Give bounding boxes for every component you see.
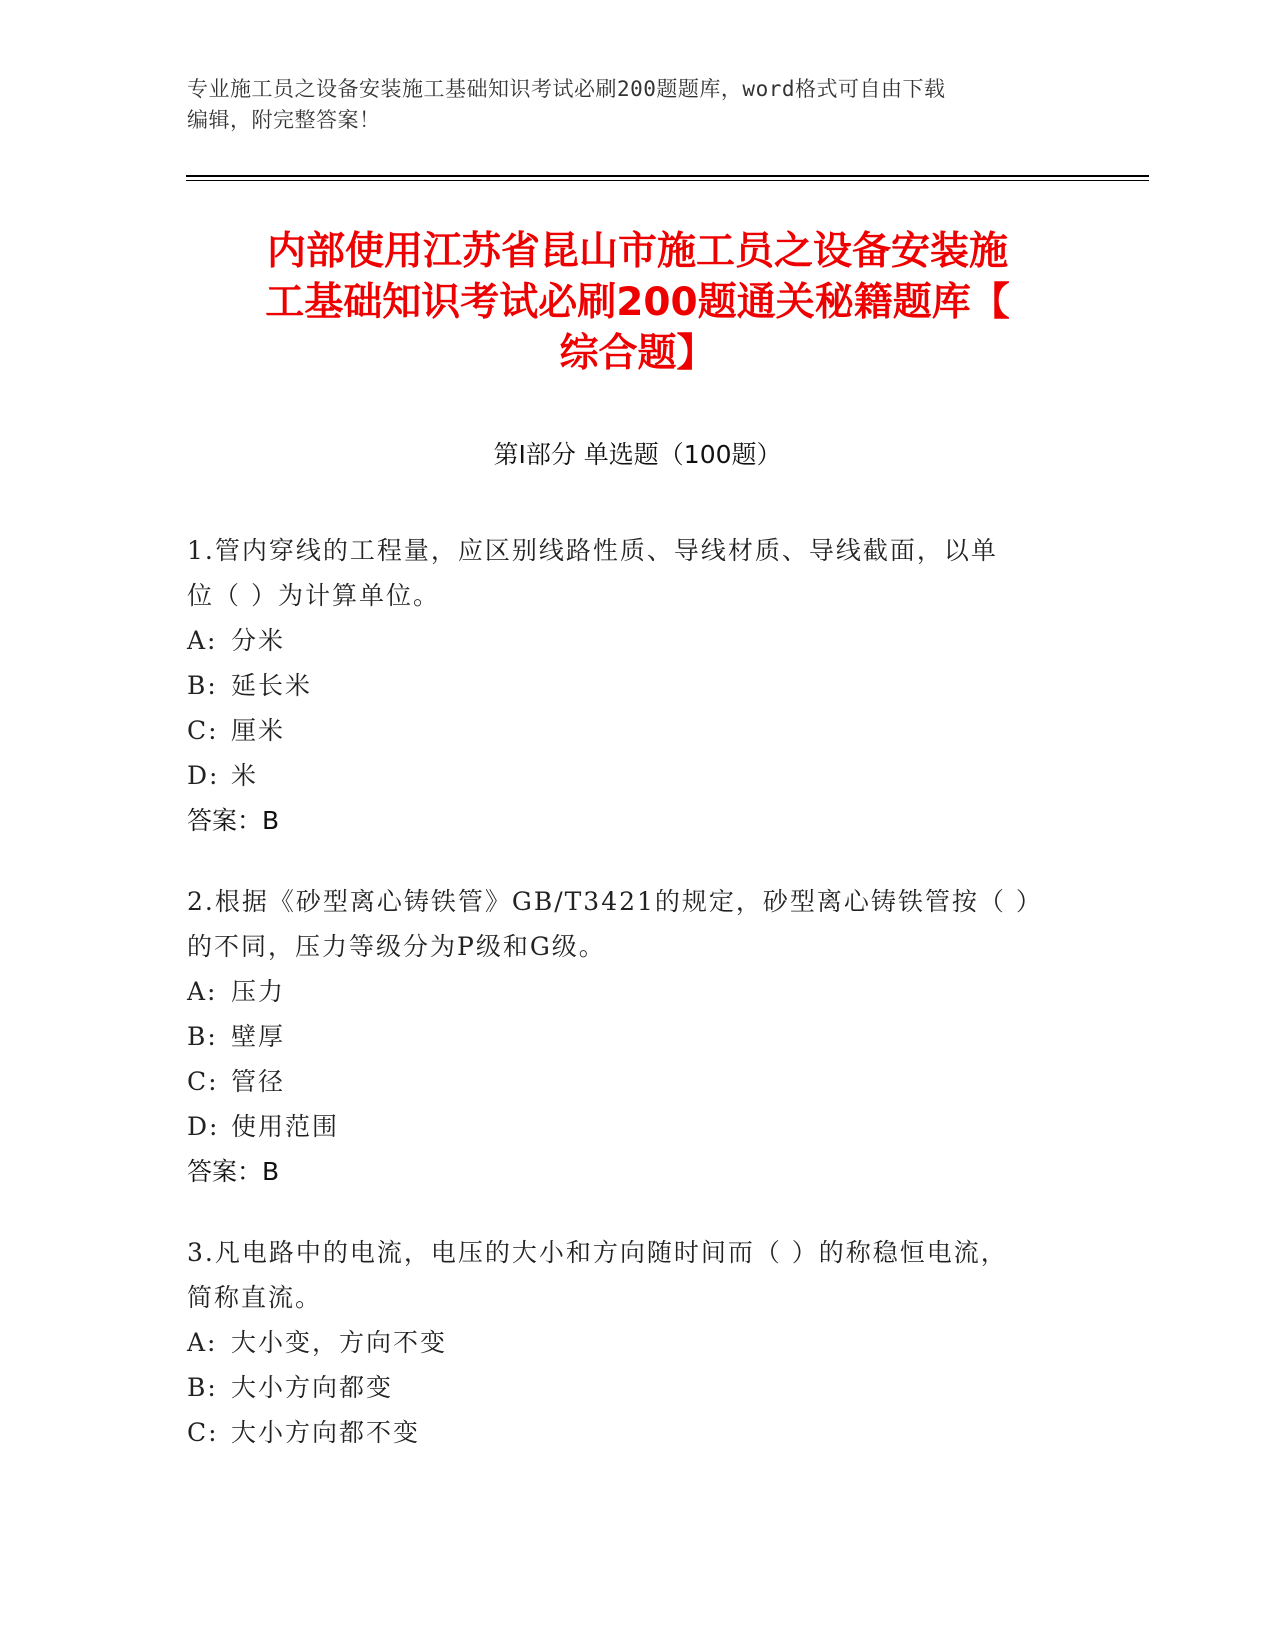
option-text: 延长米 <box>231 671 313 700</box>
option-c <box>187 1059 1067 1104</box>
option-text: 大小变，方向不变 <box>231 1328 448 1357</box>
option-a <box>187 1320 1067 1365</box>
document-title-line: 工基础知识考试必刷200题通关秘籍题库【 <box>265 280 1010 325</box>
question-stem: 位（ ）为计算单位。 <box>187 581 440 610</box>
question-item <box>187 1230 1067 1455</box>
question-item <box>187 528 1067 843</box>
option-text: 使用范围 <box>231 1112 340 1141</box>
answer-label: 答案：B <box>187 1157 280 1186</box>
header-note-line: 专业施工员之设备安装施工基础知识考试必刷200题题库，word格式可自由下载 <box>187 77 946 101</box>
option-key: A: <box>187 1328 218 1357</box>
option-d <box>187 1104 1067 1149</box>
header-divider-thin <box>186 180 1149 181</box>
question-list <box>187 528 1067 1491</box>
option-a <box>187 969 1067 1014</box>
option-key: A: <box>187 626 218 655</box>
question-item <box>187 879 1067 1194</box>
header-divider <box>186 175 1149 177</box>
question-stem: 3.凡电路中的电流，电压的大小和方向随时间而（ ）的称稳恒电流， <box>187 1238 1008 1267</box>
document-title <box>190 226 1085 379</box>
option-text: 分米 <box>231 626 286 655</box>
question-stem: 1.管内穿线的工程量，应区别线路性质、导线材质、导线截面，以单 <box>187 536 998 565</box>
option-c <box>187 708 1067 753</box>
option-text: 米 <box>231 761 259 790</box>
answer-label: 答案：B <box>187 806 280 835</box>
option-key: B: <box>187 671 218 700</box>
option-b <box>187 1365 1067 1410</box>
option-d <box>187 753 1067 798</box>
option-c <box>187 1410 1067 1455</box>
option-text: 壁厚 <box>231 1022 286 1051</box>
option-key: C: <box>187 1418 219 1447</box>
option-key: B: <box>187 1022 218 1051</box>
option-text: 厘米 <box>231 716 286 745</box>
question-stem: 2.根据《砂型离心铸铁管》GB/T3421的规定，砂型离心铸铁管按（ ） <box>187 887 1043 916</box>
option-key: A: <box>187 977 218 1006</box>
option-text: 压力 <box>231 977 286 1006</box>
option-key: C: <box>187 1067 219 1096</box>
option-a <box>187 618 1067 663</box>
section-heading: 第I部分 单选题（100题） <box>493 440 782 469</box>
option-key: D: <box>187 761 220 790</box>
option-b <box>187 663 1067 708</box>
option-text: 管径 <box>231 1067 286 1096</box>
header-note-line: 编辑，附完整答案！ <box>187 108 381 132</box>
option-text: 大小方向都变 <box>231 1373 394 1402</box>
option-b <box>187 1014 1067 1059</box>
option-key: C: <box>187 716 219 745</box>
option-key: D: <box>187 1112 220 1141</box>
question-stem: 的不同，压力等级分为P级和G级。 <box>187 932 606 961</box>
option-key: B: <box>187 1373 218 1402</box>
question-stem: 简称直流。 <box>187 1283 323 1312</box>
document-title-line: 内部使用江苏省昆山市施工员之设备安装施 <box>266 229 1008 274</box>
header-note <box>187 74 1087 136</box>
option-text: 大小方向都不变 <box>231 1418 421 1447</box>
document-title-line: 综合题】 <box>559 331 716 376</box>
